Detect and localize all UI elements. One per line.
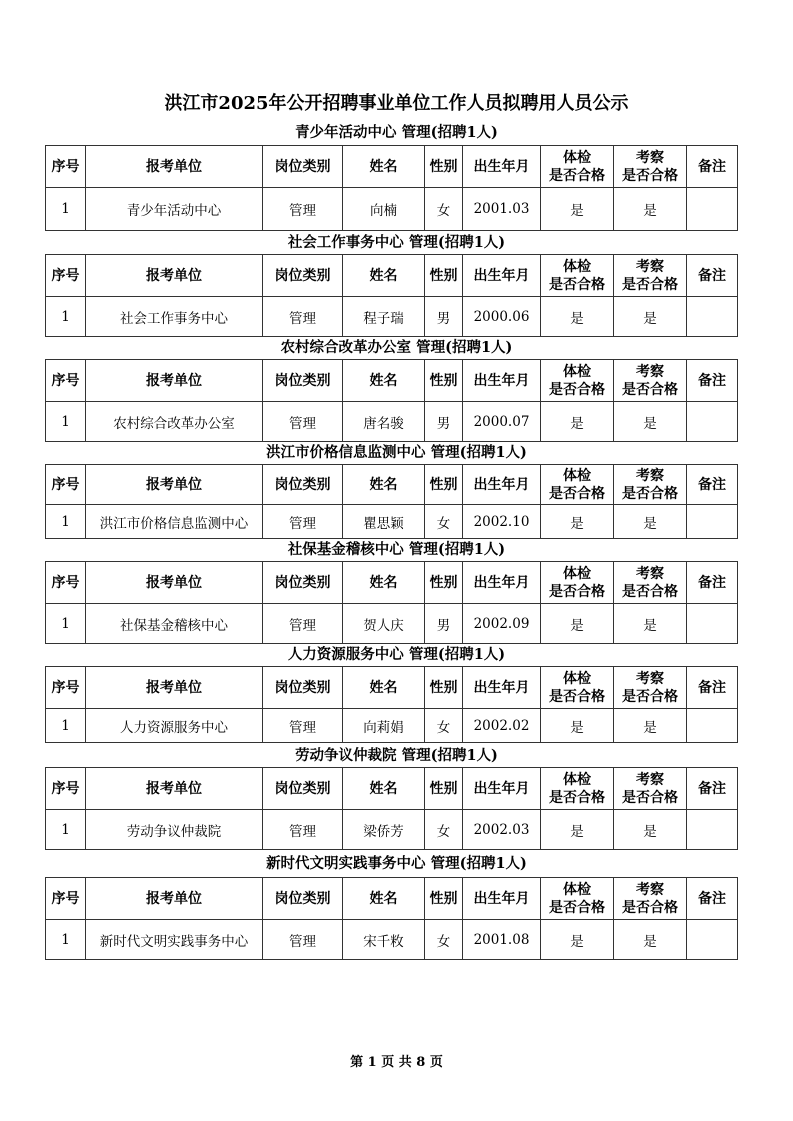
cell-remark — [687, 402, 738, 442]
header-exam-line-1: 体检 — [563, 363, 591, 380]
header-name: 姓名 — [343, 255, 425, 297]
header-exam-line-1: 体检 — [563, 771, 591, 788]
header-exam-line-2: 是否合格 — [549, 276, 605, 293]
header-exam-line-2: 是否合格 — [549, 688, 605, 705]
table-row — [46, 188, 738, 231]
header-seq: 序号 — [46, 562, 86, 604]
table-header-row — [46, 878, 738, 920]
cell-remark — [687, 920, 738, 960]
section-title: 新时代文明实践事务中心 管理(招聘1人) — [266, 855, 527, 872]
cell-name: 瞿思颖 — [343, 505, 425, 539]
header-review-line-1: 考察 — [636, 670, 664, 687]
header-remark: 备注 — [687, 255, 738, 297]
cell-gender: 男 — [425, 402, 463, 442]
cell-unit: 社会工作事务中心 — [86, 297, 263, 337]
table-header-row — [46, 667, 738, 709]
header-exam-line-1: 体检 — [563, 565, 591, 582]
cell-category: 管理 — [263, 810, 343, 850]
cell-exam: 是 — [541, 604, 614, 644]
header-exam — [541, 255, 614, 297]
cell-seq: 1 — [46, 604, 86, 644]
cell-unit: 新时代文明实践事务中心 — [86, 920, 263, 960]
page-footer: 第 1 页 共 8 页 — [350, 1055, 443, 1070]
header-name: 姓名 — [343, 465, 425, 505]
cell-birth: 2002.10 — [463, 505, 541, 539]
cell-gender: 女 — [425, 709, 463, 743]
header-exam-line-2: 是否合格 — [549, 583, 605, 600]
header-unit: 报考单位 — [86, 562, 263, 604]
cell-birth: 2000.07 — [463, 402, 541, 442]
cell-seq: 1 — [46, 810, 86, 850]
section-title: 青少年活动中心 管理(招聘1人) — [295, 124, 498, 141]
header-review-line-2: 是否合格 — [622, 485, 678, 502]
cell-gender: 女 — [425, 505, 463, 539]
header-gender: 性别 — [425, 465, 463, 505]
header-name: 姓名 — [343, 768, 425, 810]
cell-remark — [687, 297, 738, 337]
header-exam — [541, 768, 614, 810]
header-exam-line-2: 是否合格 — [549, 789, 605, 806]
cell-exam: 是 — [541, 297, 614, 337]
header-seq: 序号 — [46, 146, 86, 188]
header-exam-line-2: 是否合格 — [549, 167, 605, 184]
candidate-table — [45, 464, 738, 539]
cell-seq: 1 — [46, 297, 86, 337]
header-remark: 备注 — [687, 667, 738, 709]
section-title: 社会工作事务中心 管理(招聘1人) — [287, 234, 506, 251]
header-remark: 备注 — [687, 465, 738, 505]
cell-review: 是 — [614, 920, 687, 960]
table-header-row — [46, 255, 738, 297]
table-header-row — [46, 562, 738, 604]
header-review — [614, 255, 687, 297]
cell-birth: 2002.03 — [463, 810, 541, 850]
header-remark: 备注 — [687, 768, 738, 810]
table-row — [46, 709, 738, 743]
cell-remark — [687, 604, 738, 644]
header-review — [614, 878, 687, 920]
cell-seq: 1 — [46, 709, 86, 743]
cell-birth: 2002.09 — [463, 604, 541, 644]
table-row — [46, 604, 738, 644]
header-exam — [541, 878, 614, 920]
header-category: 岗位类别 — [263, 360, 343, 402]
section-title: 洪江市价格信息监测中心 管理(招聘1人) — [266, 444, 527, 461]
section-title: 人力资源服务中心 管理(招聘1人) — [287, 646, 506, 663]
header-exam-line-2: 是否合格 — [549, 899, 605, 916]
cell-name: 贺人庆 — [343, 604, 425, 644]
header-review-line-2: 是否合格 — [622, 688, 678, 705]
header-review-line-1: 考察 — [636, 363, 664, 380]
header-review-line-1: 考察 — [636, 771, 664, 788]
cell-seq: 1 — [46, 505, 86, 539]
header-birth: 出生年月 — [463, 360, 541, 402]
header-exam-line-2: 是否合格 — [549, 485, 605, 502]
table-row — [46, 297, 738, 337]
cell-review: 是 — [614, 709, 687, 743]
header-birth: 出生年月 — [463, 465, 541, 505]
header-unit: 报考单位 — [86, 878, 263, 920]
header-birth: 出生年月 — [463, 562, 541, 604]
cell-category: 管理 — [263, 297, 343, 337]
header-remark: 备注 — [687, 878, 738, 920]
cell-category: 管理 — [263, 188, 343, 231]
header-exam-line-1: 体检 — [563, 670, 591, 687]
cell-unit: 劳动争议仲裁院 — [86, 810, 263, 850]
header-review-line-1: 考察 — [636, 881, 664, 898]
cell-unit: 青少年活动中心 — [86, 188, 263, 231]
header-review-line-1: 考察 — [636, 258, 664, 275]
candidate-table — [45, 666, 738, 743]
candidate-table — [45, 359, 738, 442]
header-unit: 报考单位 — [86, 146, 263, 188]
cell-remark — [687, 188, 738, 231]
cell-unit: 社保基金稽核中心 — [86, 604, 263, 644]
header-birth: 出生年月 — [463, 667, 541, 709]
header-birth: 出生年月 — [463, 146, 541, 188]
cell-name: 唐名骏 — [343, 402, 425, 442]
header-review — [614, 360, 687, 402]
cell-birth: 2001.03 — [463, 188, 541, 231]
candidate-table — [45, 561, 738, 644]
cell-gender: 女 — [425, 188, 463, 231]
header-seq: 序号 — [46, 360, 86, 402]
cell-category: 管理 — [263, 505, 343, 539]
cell-seq: 1 — [46, 402, 86, 442]
header-gender: 性别 — [425, 667, 463, 709]
header-seq: 序号 — [46, 768, 86, 810]
cell-name: 向楠 — [343, 188, 425, 231]
table-header-row — [46, 146, 738, 188]
cell-seq: 1 — [46, 188, 86, 231]
cell-gender: 女 — [425, 810, 463, 850]
cell-exam: 是 — [541, 810, 614, 850]
cell-review: 是 — [614, 188, 687, 231]
candidate-table — [45, 877, 738, 960]
header-exam-line-1: 体检 — [563, 258, 591, 275]
table-row — [46, 810, 738, 850]
table-row — [46, 505, 738, 539]
header-review — [614, 667, 687, 709]
cell-category: 管理 — [263, 402, 343, 442]
header-review-line-1: 考察 — [636, 467, 664, 484]
cell-gender: 男 — [425, 297, 463, 337]
header-seq: 序号 — [46, 667, 86, 709]
header-gender: 性别 — [425, 768, 463, 810]
header-exam — [541, 146, 614, 188]
header-review — [614, 768, 687, 810]
table-header-row — [46, 768, 738, 810]
header-name: 姓名 — [343, 878, 425, 920]
header-exam-line-1: 体检 — [563, 149, 591, 166]
cell-birth: 2000.06 — [463, 297, 541, 337]
cell-review: 是 — [614, 297, 687, 337]
header-exam — [541, 667, 614, 709]
header-review-line-1: 考察 — [636, 565, 664, 582]
header-review-line-1: 考察 — [636, 149, 664, 166]
header-review — [614, 465, 687, 505]
header-name: 姓名 — [343, 667, 425, 709]
header-name: 姓名 — [343, 360, 425, 402]
cell-remark — [687, 810, 738, 850]
cell-exam: 是 — [541, 188, 614, 231]
cell-name: 向莉娟 — [343, 709, 425, 743]
header-category: 岗位类别 — [263, 667, 343, 709]
cell-category: 管理 — [263, 604, 343, 644]
cell-exam: 是 — [541, 920, 614, 960]
header-exam-line-2: 是否合格 — [549, 381, 605, 398]
table-row — [46, 402, 738, 442]
header-name: 姓名 — [343, 562, 425, 604]
header-gender: 性别 — [425, 255, 463, 297]
header-category: 岗位类别 — [263, 878, 343, 920]
table-header-row — [46, 360, 738, 402]
cell-birth: 2001.08 — [463, 920, 541, 960]
cell-gender: 男 — [425, 604, 463, 644]
header-category: 岗位类别 — [263, 768, 343, 810]
table-row — [46, 920, 738, 960]
header-birth: 出生年月 — [463, 878, 541, 920]
header-review — [614, 146, 687, 188]
cell-remark — [687, 709, 738, 743]
header-gender: 性别 — [425, 562, 463, 604]
header-unit: 报考单位 — [86, 465, 263, 505]
cell-review: 是 — [614, 402, 687, 442]
cell-seq: 1 — [46, 920, 86, 960]
page-title: 洪江市2025年公开招聘事业单位工作人员拟聘用人员公示 — [164, 93, 629, 114]
cell-exam: 是 — [541, 505, 614, 539]
cell-review: 是 — [614, 505, 687, 539]
header-exam-line-1: 体检 — [563, 467, 591, 484]
header-category: 岗位类别 — [263, 465, 343, 505]
section-title: 农村综合改革办公室 管理(招聘1人) — [280, 339, 513, 356]
header-exam — [541, 465, 614, 505]
header-review-line-2: 是否合格 — [622, 167, 678, 184]
header-gender: 性别 — [425, 146, 463, 188]
header-seq: 序号 — [46, 255, 86, 297]
header-exam-line-1: 体检 — [563, 881, 591, 898]
header-review-line-2: 是否合格 — [622, 583, 678, 600]
header-name: 姓名 — [343, 146, 425, 188]
cell-name: 程子瑞 — [343, 297, 425, 337]
header-seq: 序号 — [46, 878, 86, 920]
header-birth: 出生年月 — [463, 255, 541, 297]
cell-unit: 人力资源服务中心 — [86, 709, 263, 743]
cell-unit: 洪江市价格信息监测中心 — [86, 505, 263, 539]
header-exam — [541, 562, 614, 604]
cell-review: 是 — [614, 810, 687, 850]
header-review-line-2: 是否合格 — [622, 789, 678, 806]
cell-review: 是 — [614, 604, 687, 644]
cell-remark — [687, 505, 738, 539]
cell-name: 宋千敉 — [343, 920, 425, 960]
section-title: 劳动争议仲裁院 管理(招聘1人) — [295, 747, 498, 764]
cell-exam: 是 — [541, 402, 614, 442]
header-review-line-2: 是否合格 — [622, 899, 678, 916]
header-gender: 性别 — [425, 878, 463, 920]
header-review — [614, 562, 687, 604]
header-exam — [541, 360, 614, 402]
table-header-row — [46, 465, 738, 505]
header-category: 岗位类别 — [263, 146, 343, 188]
cell-name: 梁侨芳 — [343, 810, 425, 850]
header-remark: 备注 — [687, 562, 738, 604]
candidate-table — [45, 254, 738, 337]
section-title: 社保基金稽核中心 管理(招聘1人) — [287, 541, 506, 558]
header-birth: 出生年月 — [463, 768, 541, 810]
cell-exam: 是 — [541, 709, 614, 743]
header-review-line-2: 是否合格 — [622, 381, 678, 398]
header-unit: 报考单位 — [86, 360, 263, 402]
cell-unit: 农村综合改革办公室 — [86, 402, 263, 442]
header-unit: 报考单位 — [86, 667, 263, 709]
header-gender: 性别 — [425, 360, 463, 402]
cell-category: 管理 — [263, 920, 343, 960]
header-category: 岗位类别 — [263, 255, 343, 297]
cell-birth: 2002.02 — [463, 709, 541, 743]
header-unit: 报考单位 — [86, 768, 263, 810]
header-seq: 序号 — [46, 465, 86, 505]
candidate-table — [45, 145, 738, 231]
header-remark: 备注 — [687, 360, 738, 402]
candidate-table — [45, 767, 738, 850]
cell-gender: 女 — [425, 920, 463, 960]
header-unit: 报考单位 — [86, 255, 263, 297]
cell-category: 管理 — [263, 709, 343, 743]
header-review-line-2: 是否合格 — [622, 276, 678, 293]
header-remark: 备注 — [687, 146, 738, 188]
header-category: 岗位类别 — [263, 562, 343, 604]
